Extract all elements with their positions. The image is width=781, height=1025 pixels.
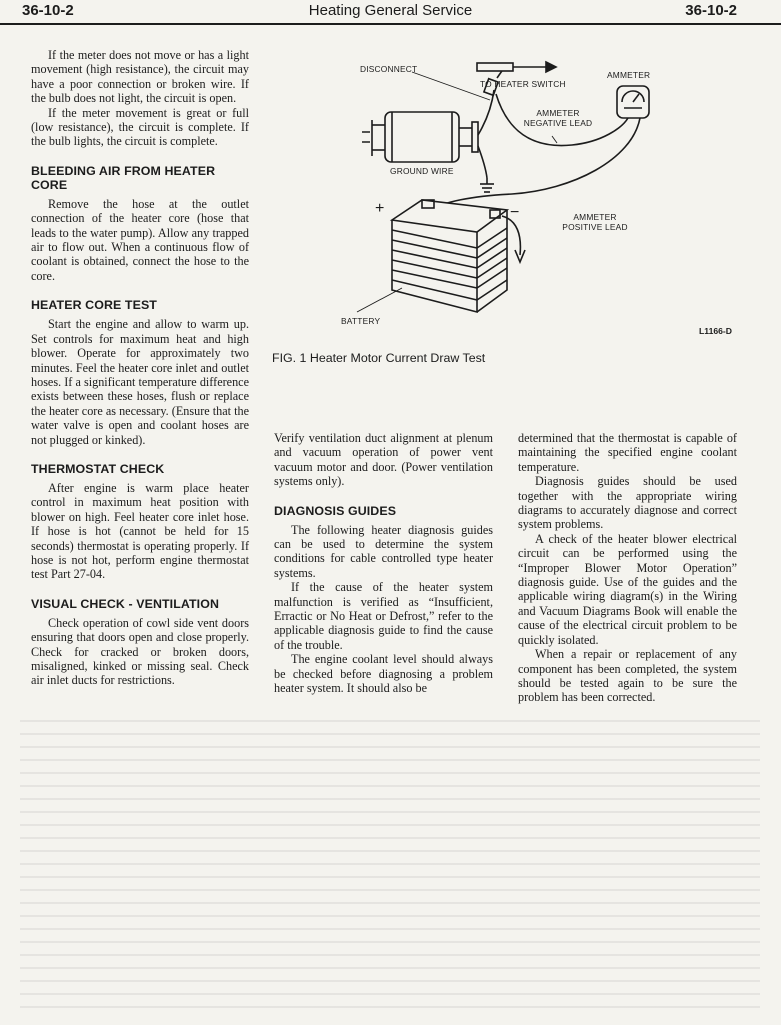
- paragraph-blower-check: A check of the heater blower electrical circuit can be performed using the “Improper Blower Motor Operation” diagnosis guide. Use of the guides and the applicable wiring diagram(s) in the Wiring and Vacuum Diagrams Book will enable the cause of the electrical circuit problem to be quickly isolated.: [518, 531, 737, 647]
- paragraph-visual-check: Check operation of cowl side vent doors ensuring that doors open and close properly. Check for cracked or broken doors, misaligned, kinked or missing seal. Check air inlet ducts for restrictions.: [31, 615, 249, 688]
- heading-bleeding-air: BLEEDING AIR FROM HEATER CORE: [31, 163, 216, 192]
- figure-current-draw-test: [272, 50, 742, 390]
- label-battery: BATTERY: [341, 316, 381, 326]
- page-number-right: 36-10-2: [685, 2, 737, 19]
- label-disconnect: DISCONNECT: [360, 64, 418, 74]
- column-left: [31, 48, 249, 688]
- paragraph-thermostat-check: After engine is warm place heater control in maximum heat position with blower on high. Feel heater core inlet hose. If hose is hot (cannot be held for 15 seconds) thermostat is operating properly. If hose is not hot, perform engine thermostat test Part 27-04.: [31, 480, 249, 582]
- paragraph-coolant-level: The engine coolant level should always be checked before diagnosing a problem heater system. It should also be: [274, 652, 493, 696]
- label-to-heater-switch: TO HEATER SWITCH: [480, 79, 566, 89]
- paragraph-heater-core-test: Start the engine and allow to warm up. Set controls for maximum heat and high blower. Operate for approximately two minutes. Feel the heater core inlet and outlet hoses. If a significant temperature difference exists between these hoses, flush or replace the heater core as necessary. (Ensure that the water valve is open and coolant hoses are not plugged or kinked).: [31, 317, 249, 447]
- label-minus: −: [510, 204, 520, 221]
- figure-caption: FIG. 1 Heater Motor Current Draw Test: [272, 351, 486, 365]
- heading-diagnosis-guides: DIAGNOSIS GUIDES: [274, 503, 397, 518]
- heading-visual-check: VISUAL CHECK - VENTILATION: [31, 596, 220, 611]
- bleed-through-texture: [20, 720, 760, 1010]
- battery-icon: [392, 200, 507, 312]
- paragraph-malfunction: If the cause of the heater system malfunction is verified as “Insufficient, Erractic or No Heat or Defrost,” refer to the applicable diagnosis guide to find the cause of the trouble.: [274, 580, 493, 652]
- paragraph-thermostat-capable: determined that the thermostat is capable of maintaining the specified engine coolant temperature.: [518, 431, 737, 474]
- page-title: Heating General Service: [308, 2, 473, 19]
- paragraph-bleeding-air: Remove the hose at the outlet connection of the heater core (hose that leads to the water pump). Allow any trapped air to flow out. When a continuous flow of coolant is obtained, connect the hose to the core.: [31, 196, 249, 283]
- blower-motor-icon: [362, 112, 478, 162]
- page-number-left: 36-10-2: [22, 2, 74, 19]
- column-right: [518, 431, 737, 705]
- label-positive-lead: AMMETER POSITIVE LEAD: [562, 212, 628, 232]
- header-rule: [0, 23, 781, 25]
- column-middle: [274, 431, 493, 696]
- figure-code: L1166-D: [699, 326, 732, 336]
- label-negative-lead: AMMETER NEGATIVE LEAD: [523, 108, 593, 128]
- paragraph-meter-full: If the meter movement is great or full (low resistance), the circuit is complete. If the bulb lights, the circuit is complete.: [31, 105, 249, 149]
- wiring-diagram: [272, 50, 742, 350]
- heading-heater-core-test: HEATER CORE TEST: [31, 298, 157, 313]
- label-ammeter: AMMETER: [607, 70, 651, 80]
- paragraph-wiring-diagrams: Diagnosis guides should be used together with the appropriate wiring diagrams to accurately diagnose and correct system problems.: [518, 474, 737, 532]
- paragraph-retest: When a repair or replacement of any component has been completed, the system should be tested again to be sure the problem has been corrected.: [518, 647, 737, 705]
- paragraph-diagnosis-guides: The following heater diagnosis guides can be used to determine the system conditions for cable controlled type heater systems.: [274, 522, 493, 580]
- heading-thermostat-check: THERMOSTAT CHECK: [31, 461, 165, 476]
- label-ground-wire: GROUND WIRE: [390, 166, 454, 176]
- paragraph-meter-no-move: If the meter does not move or has a light movement (high resistance), the circuit may have a poor connection or broken wire. If the bulb does not light, the circuit is open.: [31, 48, 249, 106]
- paragraph-verify-ventilation: Verify ventilation duct alignment at plenum and vacuum operation of power vent vacuum motor and door. (Power ventilation systems only).: [274, 431, 493, 489]
- label-plus: +: [375, 200, 385, 217]
- ammeter-icon: [617, 86, 649, 118]
